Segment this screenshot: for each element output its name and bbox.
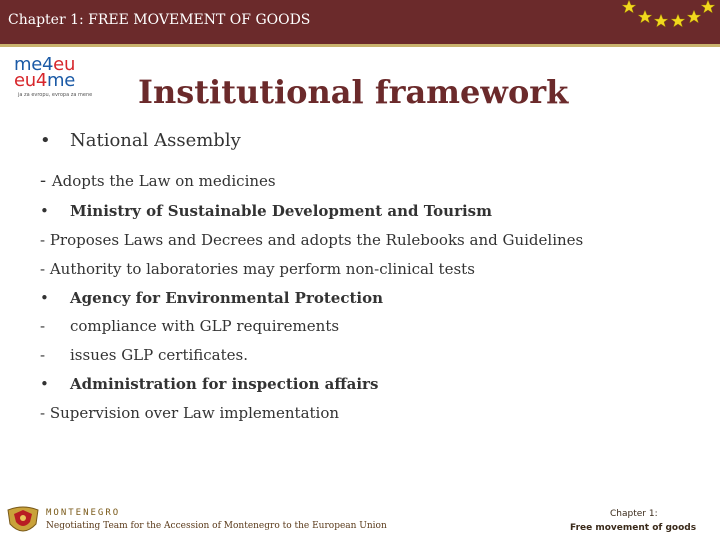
dash-marker: - [40,231,50,249]
dash-proposes-laws [40,229,583,251]
logo-text-me: me [47,70,76,91]
dash-issues-glp [40,344,248,366]
header-bar [0,0,720,44]
dash-authority-labs [40,258,475,280]
eu-stars-icon [610,0,720,44]
footer-team: Negotiating Team for the Accession of Montenegro to the European Union [46,521,387,531]
line-text: National Assembly [70,130,241,151]
line-text: Authority to laboratories may perform non-clinical tests [49,260,475,278]
bullet-agency [40,287,383,309]
line-text: Proposes Laws and Decrees and adopts the Rulebooks and Guidelines [49,231,584,249]
bullet-marker: • [40,202,49,220]
line-text: Adopts the Law on medicines [51,172,276,190]
montenegro-coat-of-arms-icon [4,504,42,540]
line-text: Agency for Environmental Protection [70,289,384,307]
footer-country: MONTENEGRO [46,508,121,518]
line-text: issues GLP certificates. [70,346,248,364]
bullet-national-assembly [40,130,241,152]
header-title: Chapter 1: FREE MOVEMENT OF GOODS [8,12,311,28]
bullet-marker: • [40,130,51,151]
logo-text-me4: me4 [14,54,54,75]
dash-marker: - [40,404,50,422]
line-text: Administration for inspection affairs [70,375,379,393]
footer-chapter-number: Chapter 1: [610,509,658,519]
footer-chapter-name: Free movement of goods [570,523,697,533]
logo-text-eu: eu [53,54,76,75]
bullet-ministry [40,200,492,222]
dash-marker: - [40,170,52,191]
bullet-marker: • [40,375,49,393]
page-title: Institutional framework [138,73,569,111]
dash-marker: - [40,317,46,335]
dash-supervision [40,402,339,424]
me4eu-logo [14,56,114,102]
line-text: Supervision over Law implementation [49,404,340,422]
dash-compliance-glp [40,315,339,337]
dash-adopts-law [40,170,276,192]
logo-text-eu4: eu4 [14,70,48,91]
bullet-marker: • [40,289,49,307]
line-text: compliance with GLP requirements [70,317,340,335]
dash-marker: - [40,260,50,278]
bullet-administration [40,373,378,395]
line-text: Ministry of Sustainable Development and Tourism [70,202,492,220]
header-divider [0,44,720,47]
logo-tagline: ja za evropu, evropa za mene [18,92,93,98]
dash-marker: - [40,346,46,364]
